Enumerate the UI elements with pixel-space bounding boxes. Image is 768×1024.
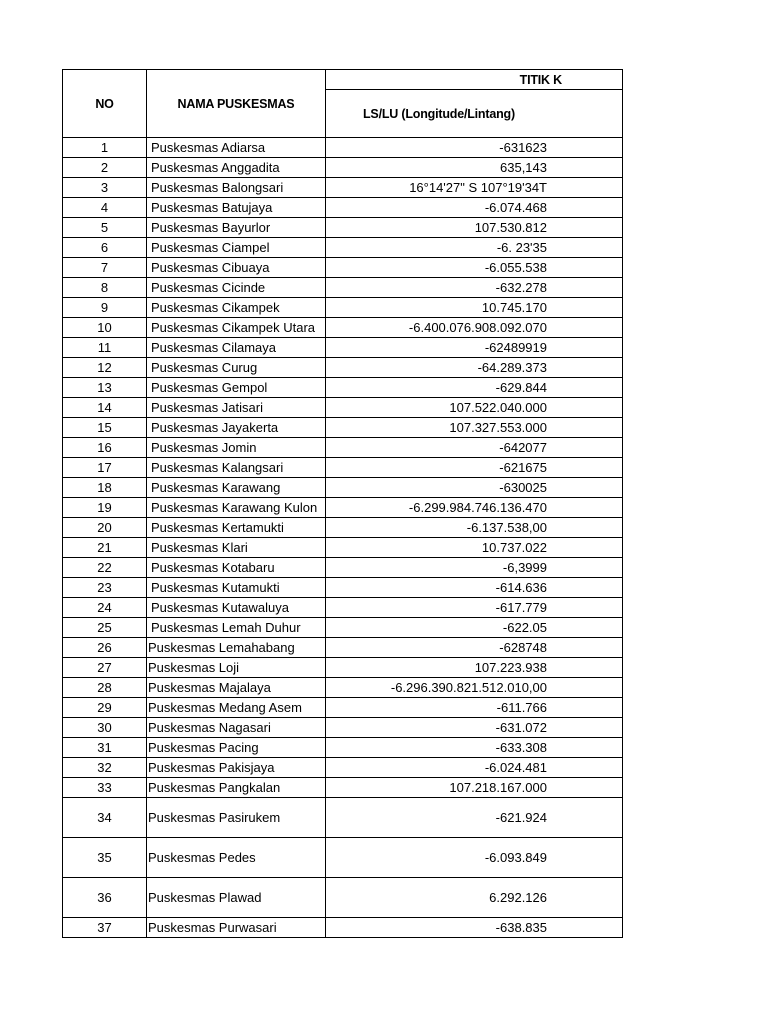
cell-coordinate: -638.835	[326, 918, 623, 938]
cell-no: 35	[63, 838, 147, 878]
cell-no: 7	[63, 258, 147, 278]
table-row	[63, 398, 623, 418]
cell-puskesmas-name: Puskesmas Bayurlor	[147, 218, 326, 238]
cell-coordinate: -629.844	[326, 378, 623, 398]
cell-puskesmas-name: Puskesmas Anggadita	[147, 158, 326, 178]
cell-puskesmas-name: Puskesmas Karawang	[147, 478, 326, 498]
cell-no: 20	[63, 518, 147, 538]
cell-no: 4	[63, 198, 147, 218]
table-body	[63, 138, 623, 938]
table-row	[63, 298, 623, 318]
cell-puskesmas-name: Puskesmas Gempol	[147, 378, 326, 398]
cell-no: 14	[63, 398, 147, 418]
cell-no: 18	[63, 478, 147, 498]
cell-coordinate: 10.745.170	[326, 298, 623, 318]
cell-coordinate: -617.779	[326, 598, 623, 618]
cell-puskesmas-name: Puskesmas Lemahabang	[147, 638, 326, 658]
cell-coordinate: -621.924	[326, 798, 623, 838]
table-row	[63, 478, 623, 498]
table-row	[63, 418, 623, 438]
cell-no: 5	[63, 218, 147, 238]
cell-coordinate: -633.308	[326, 738, 623, 758]
cell-puskesmas-name: Puskesmas Cikampek	[147, 298, 326, 318]
cell-puskesmas-name: Puskesmas Balongsari	[147, 178, 326, 198]
cell-no: 22	[63, 558, 147, 578]
cell-no: 17	[63, 458, 147, 478]
cell-no: 3	[63, 178, 147, 198]
cell-puskesmas-name: Puskesmas Curug	[147, 358, 326, 378]
cell-puskesmas-name: Puskesmas Pakisjaya	[147, 758, 326, 778]
table-row	[63, 678, 623, 698]
cell-puskesmas-name: Puskesmas Pasirukem	[147, 798, 326, 838]
cell-no: 15	[63, 418, 147, 438]
cell-no: 21	[63, 538, 147, 558]
cell-no: 8	[63, 278, 147, 298]
table-row	[63, 578, 623, 598]
table-row	[63, 198, 623, 218]
cell-no: 34	[63, 798, 147, 838]
table-row	[63, 638, 623, 658]
cell-coordinate: -632.278	[326, 278, 623, 298]
table-row	[63, 798, 623, 838]
cell-no: 11	[63, 338, 147, 358]
cell-puskesmas-name: Puskesmas Lemah Duhur	[147, 618, 326, 638]
cell-puskesmas-name: Puskesmas Klari	[147, 538, 326, 558]
cell-no: 37	[63, 918, 147, 938]
cell-coordinate: 635,143	[326, 158, 623, 178]
cell-no: 6	[63, 238, 147, 258]
cell-coordinate: -6,3999	[326, 558, 623, 578]
cell-coordinate: -631.072	[326, 718, 623, 738]
cell-no: 27	[63, 658, 147, 678]
cell-coordinate: -621675	[326, 458, 623, 478]
table-viewport	[62, 69, 562, 951]
cell-coordinate: -64.289.373	[326, 358, 623, 378]
cell-puskesmas-name: Puskesmas Kertamukti	[147, 518, 326, 538]
table-row	[63, 758, 623, 778]
table-row	[63, 718, 623, 738]
cell-no: 29	[63, 698, 147, 718]
cell-puskesmas-name: Puskesmas Jayakerta	[147, 418, 326, 438]
cell-no: 16	[63, 438, 147, 458]
cell-puskesmas-name: Puskesmas Kutamukti	[147, 578, 326, 598]
cell-no: 9	[63, 298, 147, 318]
cell-coordinate: -622.05	[326, 618, 623, 638]
table-row	[63, 278, 623, 298]
cell-coordinate: -6.400.076.908.092.070	[326, 318, 623, 338]
table-row	[63, 318, 623, 338]
table-row	[63, 338, 623, 358]
cell-no: 25	[63, 618, 147, 638]
header-titik-koordinat: TITIK K	[326, 70, 623, 90]
cell-puskesmas-name: Puskesmas Ciampel	[147, 238, 326, 258]
table-row	[63, 238, 623, 258]
table-row	[63, 738, 623, 758]
cell-coordinate: 107.327.553.000	[326, 418, 623, 438]
header-ls-lu: LS/LU (Longitude/Lintang)	[326, 90, 623, 138]
cell-puskesmas-name: Puskesmas Karawang Kulon	[147, 498, 326, 518]
cell-coordinate: 6.292.126	[326, 878, 623, 918]
cell-coordinate: 10.737.022	[326, 538, 623, 558]
table-row	[63, 258, 623, 278]
cell-puskesmas-name: Puskesmas Cikampek Utara	[147, 318, 326, 338]
cell-puskesmas-name: Puskesmas Kutawaluya	[147, 598, 326, 618]
cell-puskesmas-name: Puskesmas Majalaya	[147, 678, 326, 698]
cell-puskesmas-name: Puskesmas Adiarsa	[147, 138, 326, 158]
table-row	[63, 698, 623, 718]
cell-puskesmas-name: Puskesmas Purwasari	[147, 918, 326, 938]
cell-puskesmas-name: Puskesmas Jomin	[147, 438, 326, 458]
cell-coordinate: -6.299.984.746.136.470	[326, 498, 623, 518]
header-no: NO	[63, 70, 147, 138]
table-row	[63, 518, 623, 538]
table-row	[63, 838, 623, 878]
cell-puskesmas-name: Puskesmas Kalangsari	[147, 458, 326, 478]
table-row	[63, 438, 623, 458]
cell-puskesmas-name: Puskesmas Nagasari	[147, 718, 326, 738]
cell-puskesmas-name: Puskesmas Medang Asem	[147, 698, 326, 718]
table-row	[63, 458, 623, 478]
cell-coordinate: -631623	[326, 138, 623, 158]
cell-no: 30	[63, 718, 147, 738]
cell-no: 36	[63, 878, 147, 918]
cell-coordinate: -614.636	[326, 578, 623, 598]
table-row	[63, 138, 623, 158]
cell-puskesmas-name: Puskesmas Kotabaru	[147, 558, 326, 578]
table-row	[63, 498, 623, 518]
cell-coordinate: -6.024.481	[326, 758, 623, 778]
table-row	[63, 778, 623, 798]
cell-puskesmas-name: Puskesmas Plawad	[147, 878, 326, 918]
cell-coordinate: -6.296.390.821.512.010,00	[326, 678, 623, 698]
cell-no: 28	[63, 678, 147, 698]
cell-puskesmas-name: Puskesmas Jatisari	[147, 398, 326, 418]
cell-puskesmas-name: Puskesmas Loji	[147, 658, 326, 678]
cell-no: 19	[63, 498, 147, 518]
cell-coordinate: -628748	[326, 638, 623, 658]
cell-coordinate: -611.766	[326, 698, 623, 718]
cell-coordinate: -62489919	[326, 338, 623, 358]
cell-no: 24	[63, 598, 147, 618]
puskesmas-table	[62, 69, 623, 938]
cell-coordinate: -6.137.538,00	[326, 518, 623, 538]
table-row	[63, 558, 623, 578]
cell-no: 23	[63, 578, 147, 598]
table-row	[63, 618, 623, 638]
cell-puskesmas-name: Puskesmas Cibuaya	[147, 258, 326, 278]
cell-no: 2	[63, 158, 147, 178]
cell-coordinate: -6. 23'35	[326, 238, 623, 258]
cell-coordinate: -6.093.849	[326, 838, 623, 878]
cell-coordinate: -6.055.538	[326, 258, 623, 278]
table-row	[63, 878, 623, 918]
cell-puskesmas-name: Puskesmas Pangkalan	[147, 778, 326, 798]
cell-coordinate: -642077	[326, 438, 623, 458]
table-row	[63, 358, 623, 378]
cell-coordinate: -6.074.468	[326, 198, 623, 218]
cell-no: 32	[63, 758, 147, 778]
cell-no: 10	[63, 318, 147, 338]
cell-puskesmas-name: Puskesmas Cilamaya	[147, 338, 326, 358]
cell-coordinate: 107.530.812	[326, 218, 623, 238]
table-row	[63, 158, 623, 178]
cell-no: 12	[63, 358, 147, 378]
cell-no: 13	[63, 378, 147, 398]
cell-puskesmas-name: Puskesmas Pedes	[147, 838, 326, 878]
table-row	[63, 218, 623, 238]
cell-coordinate: 107.218.167.000	[326, 778, 623, 798]
cell-coordinate: 107.522.040.000	[326, 398, 623, 418]
table-row	[63, 918, 623, 938]
cell-puskesmas-name: Puskesmas Cicinde	[147, 278, 326, 298]
cell-no: 33	[63, 778, 147, 798]
cell-coordinate: -630025	[326, 478, 623, 498]
header-row-top	[63, 70, 623, 90]
table-row	[63, 538, 623, 558]
table-row	[63, 598, 623, 618]
cell-no: 1	[63, 138, 147, 158]
table-row	[63, 378, 623, 398]
cell-coordinate: 16°14'27" S 107°19'34T	[326, 178, 623, 198]
table-row	[63, 658, 623, 678]
table-row	[63, 178, 623, 198]
header-nama-puskesmas: NAMA PUSKESMAS	[147, 70, 326, 138]
cell-puskesmas-name: Puskesmas Pacing	[147, 738, 326, 758]
cell-coordinate: 107.223.938	[326, 658, 623, 678]
cell-puskesmas-name: Puskesmas Batujaya	[147, 198, 326, 218]
cell-no: 26	[63, 638, 147, 658]
cell-no: 31	[63, 738, 147, 758]
